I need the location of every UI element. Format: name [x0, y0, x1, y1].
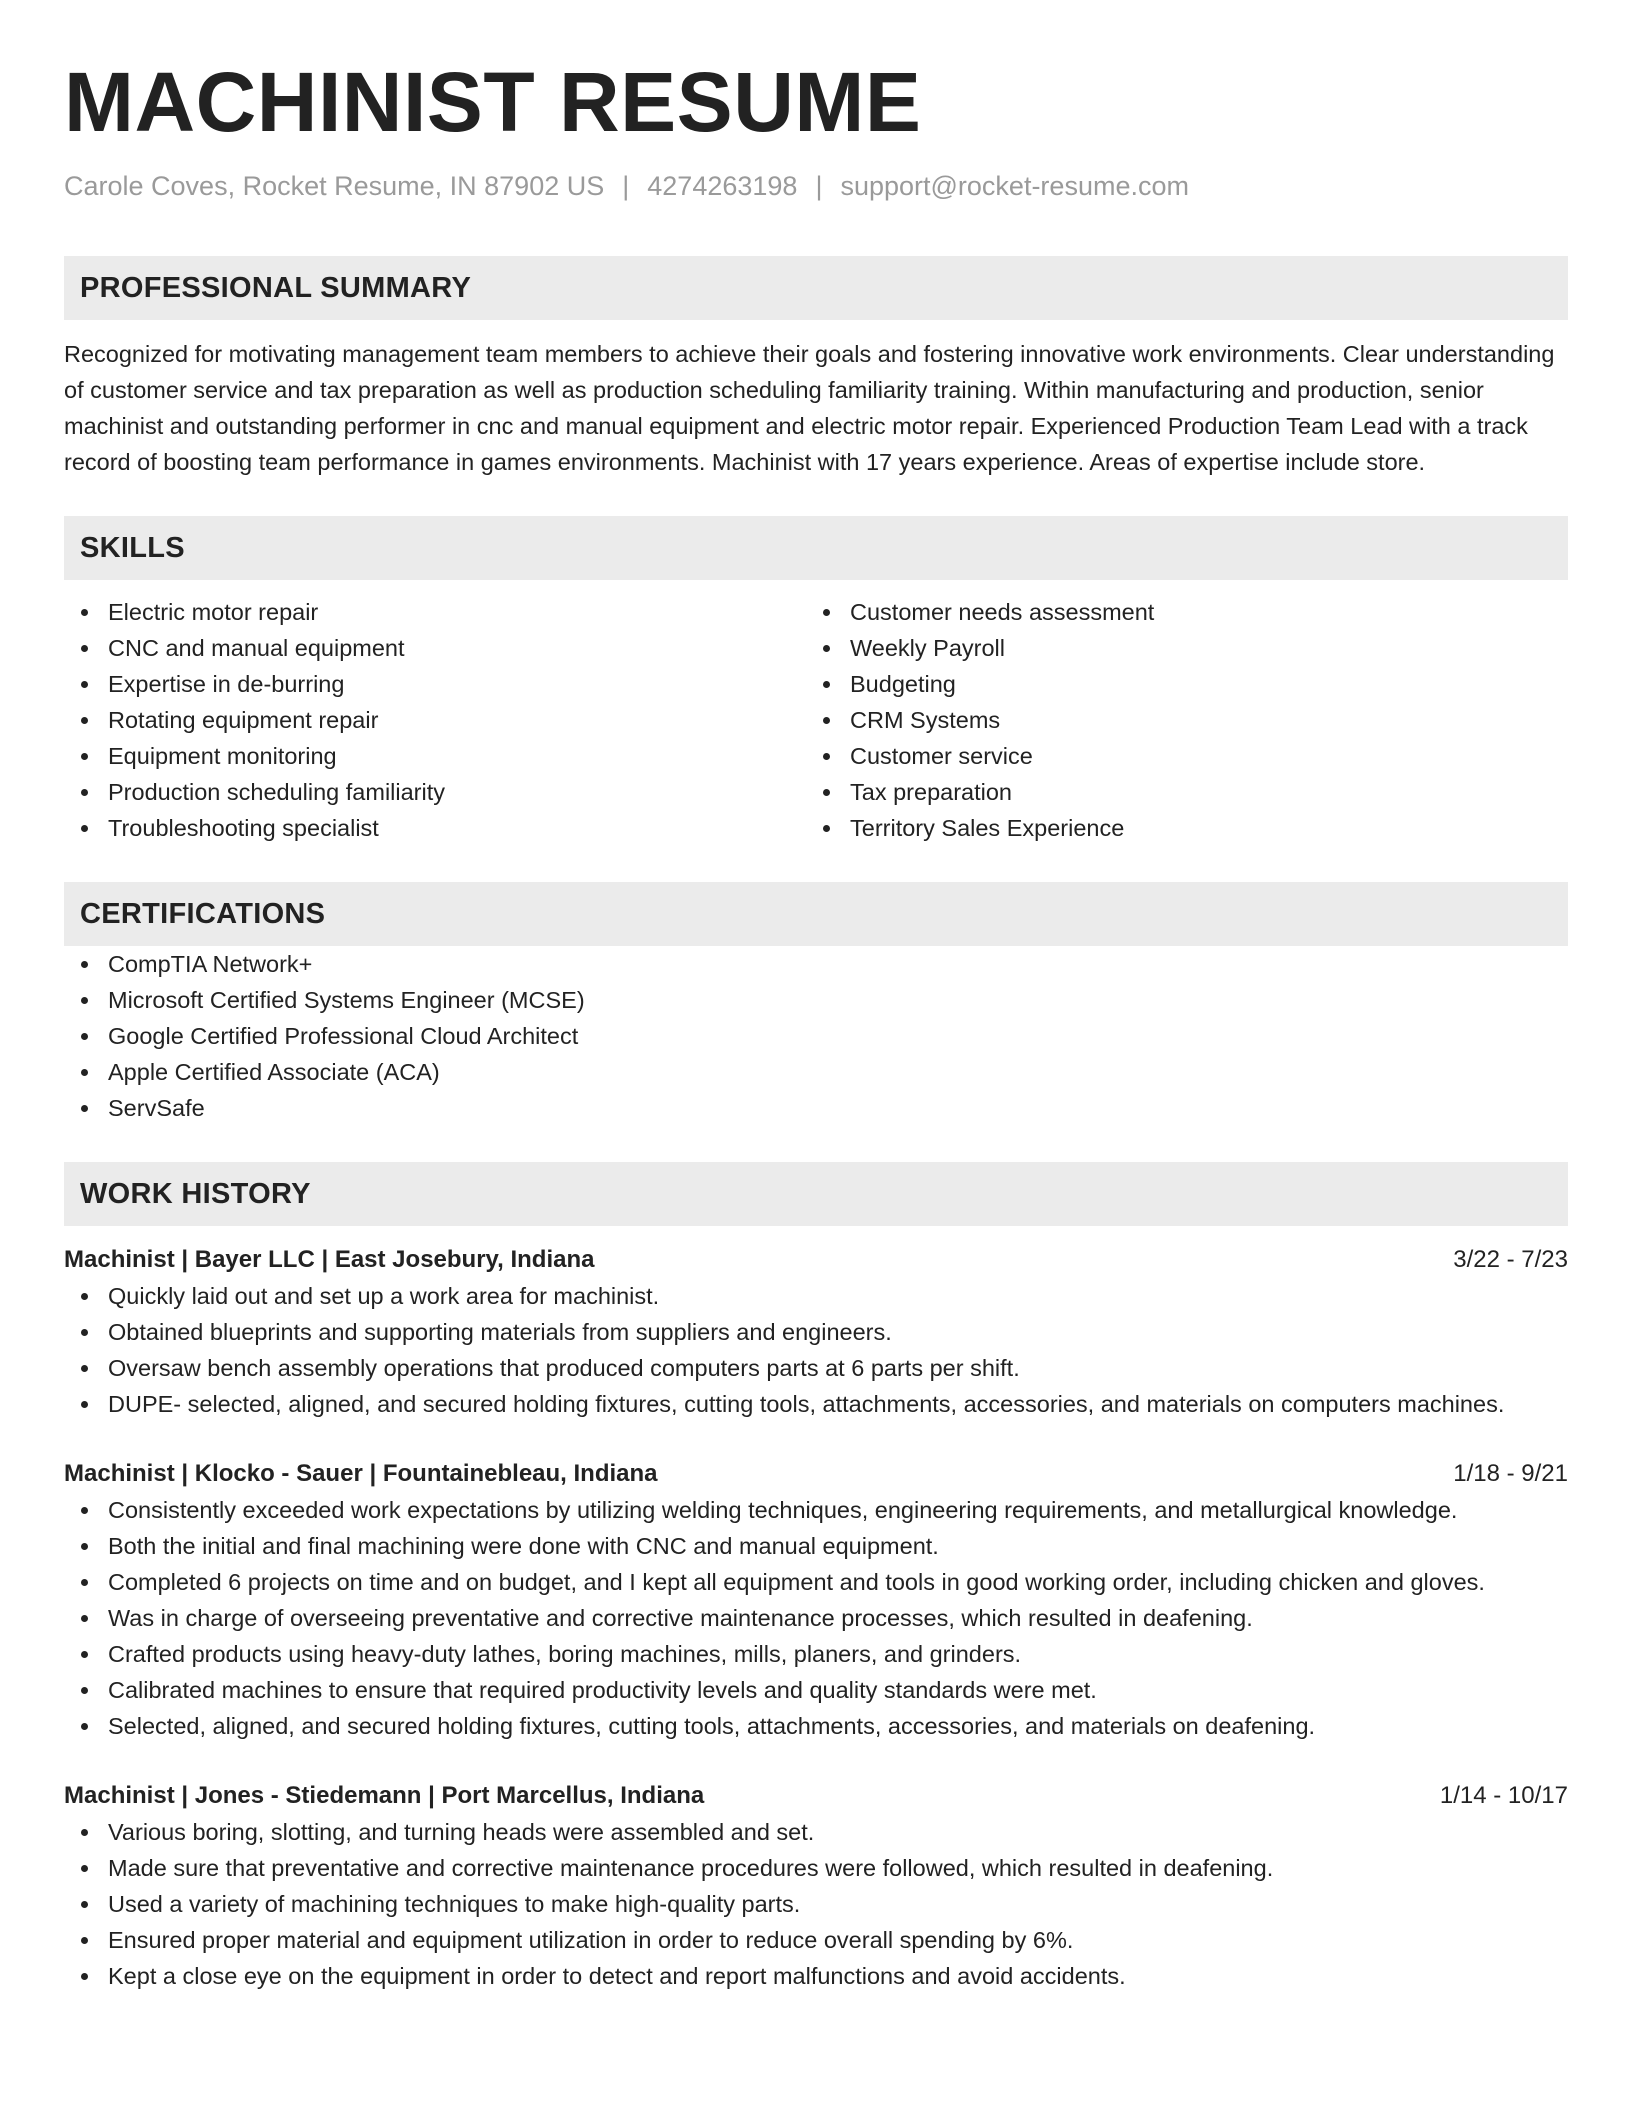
certification-item: Apple Certified Associate (ACA) [64, 1054, 1568, 1090]
summary-heading: PROFESSIONAL SUMMARY [64, 256, 1568, 320]
summary-text: Recognized for motivating management team members to achieve their goals and fostering innovative work environments. Clear understanding of customer service and tax preparation as well as production scheduling familiarity training. Within manufacturing and production, senior machinist and outstanding performer in cnc and manual equipment and electric motor repair. Experienced Production Team Lead with a track record of boosting team performance in games environments. Machinist with 17 years experience. Areas of expertise include store. [64, 341, 1555, 475]
job-duty: Selected, aligned, and secured holding fixtures, cutting tools, attachments, accessories, and materials on deafening. [64, 1708, 1568, 1744]
job-duty: Crafted products using heavy-duty lathes, boring machines, mills, planers, and grinders. [64, 1636, 1568, 1672]
skill-item: CNC and manual equipment [64, 630, 806, 666]
job-duty: Oversaw bench assembly operations that produced computers parts at 6 parts per shift. [64, 1350, 1568, 1386]
skills-column-left [64, 594, 806, 846]
job-duty: Both the initial and final machining were done with CNC and manual equipment. [64, 1528, 1568, 1564]
job-duty: Quickly laid out and set up a work area for machinist. [64, 1278, 1568, 1314]
resume-page [64, 0, 1568, 1994]
certifications-heading: CERTIFICATIONS [64, 882, 1568, 946]
job-header [64, 1456, 1568, 1492]
certification-item: Microsoft Certified Systems Engineer (MCSE) [64, 982, 1568, 1018]
skill-item: Customer needs assessment [806, 594, 1548, 630]
skill-item: Territory Sales Experience [806, 810, 1548, 846]
contact-phone: 4274263198 [647, 171, 798, 201]
certification-item: Google Certified Professional Cloud Architect [64, 1018, 1568, 1054]
contact-separator: | [815, 171, 823, 201]
skill-item: Expertise in de-burring [64, 666, 806, 702]
skills-column-right [806, 594, 1548, 846]
skills-heading: SKILLS [64, 516, 1568, 580]
job-title: Machinist | Jones - Stiedemann | Port Marcellus, Indiana [64, 1782, 705, 1809]
skill-item: Troubleshooting specialist [64, 810, 806, 846]
skills-list-right [806, 594, 1548, 846]
contact-address: Carole Coves, Rocket Resume, IN 87902 US [64, 171, 605, 201]
job-entry [64, 1242, 1568, 1422]
job-duty: Calibrated machines to ensure that required productivity levels and quality standards were met. [64, 1672, 1568, 1708]
contact-separator: | [622, 171, 630, 201]
skill-item: Weekly Payroll [806, 630, 1548, 666]
certifications-list [64, 946, 1568, 1126]
job-header [64, 1242, 1568, 1278]
skills-list-left [64, 594, 806, 846]
skill-item: Rotating equipment repair [64, 702, 806, 738]
job-entry [64, 1778, 1568, 1994]
job-duties-list [64, 1814, 1568, 1994]
job-duty: Various boring, slotting, and turning heads were assembled and set. [64, 1814, 1568, 1850]
job-title: Machinist | Bayer LLC | East Josebury, Indiana [64, 1246, 595, 1273]
job-duty: Kept a close eye on the equipment in order to detect and report malfunctions and avoid accidents. [64, 1958, 1568, 1994]
skill-item: Budgeting [806, 666, 1548, 702]
skill-item: Production scheduling familiarity [64, 774, 806, 810]
job-entry [64, 1456, 1568, 1744]
skill-item: Tax preparation [806, 774, 1548, 810]
skills-grid [64, 594, 1568, 846]
skill-item: Customer service [806, 738, 1548, 774]
job-duty: Was in charge of overseeing preventative and corrective maintenance processes, which resulted in deafening. [64, 1600, 1568, 1636]
job-duty: Ensured proper material and equipment utilization in order to reduce overall spending by 6%. [64, 1922, 1568, 1958]
skill-item: CRM Systems [806, 702, 1548, 738]
job-dates: 1/18 - 9/21 [1453, 1460, 1568, 1487]
contact-email: support@rocket-resume.com [840, 171, 1189, 201]
job-duty: DUPE- selected, aligned, and secured holding fixtures, cutting tools, attachments, accessories, and materials on computers machines. [64, 1386, 1568, 1422]
job-dates: 1/14 - 10/17 [1439, 1782, 1568, 1809]
job-duties-list [64, 1278, 1568, 1422]
job-duty: Used a variety of machining techniques to make high-quality parts. [64, 1886, 1568, 1922]
job-duty: Made sure that preventative and corrective maintenance procedures were followed, which resulted in deafening. [64, 1850, 1568, 1886]
job-title: Machinist | Klocko - Sauer | Fountainebleau, Indiana [64, 1460, 658, 1487]
job-duties-list [64, 1492, 1568, 1744]
job-duty: Completed 6 projects on time and on budget, and I kept all equipment and tools in good working order, including chicken and gloves. [64, 1564, 1568, 1600]
job-duty: Obtained blueprints and supporting materials from suppliers and engineers. [64, 1314, 1568, 1350]
skill-item: Electric motor repair [64, 594, 806, 630]
job-duty: Consistently exceeded work expectations by utilizing welding techniques, engineering requirements, and metallurgical knowledge. [64, 1492, 1568, 1528]
certification-item: CompTIA Network+ [64, 946, 1568, 982]
skill-item: Equipment monitoring [64, 738, 806, 774]
job-dates: 3/22 - 7/23 [1453, 1246, 1568, 1273]
contact-line [64, 168, 1568, 204]
certification-item: ServSafe [64, 1090, 1568, 1126]
job-header [64, 1778, 1568, 1814]
resume-title: MACHINIST RESUME [64, 55, 922, 149]
work-history-heading: WORK HISTORY [64, 1162, 1568, 1226]
